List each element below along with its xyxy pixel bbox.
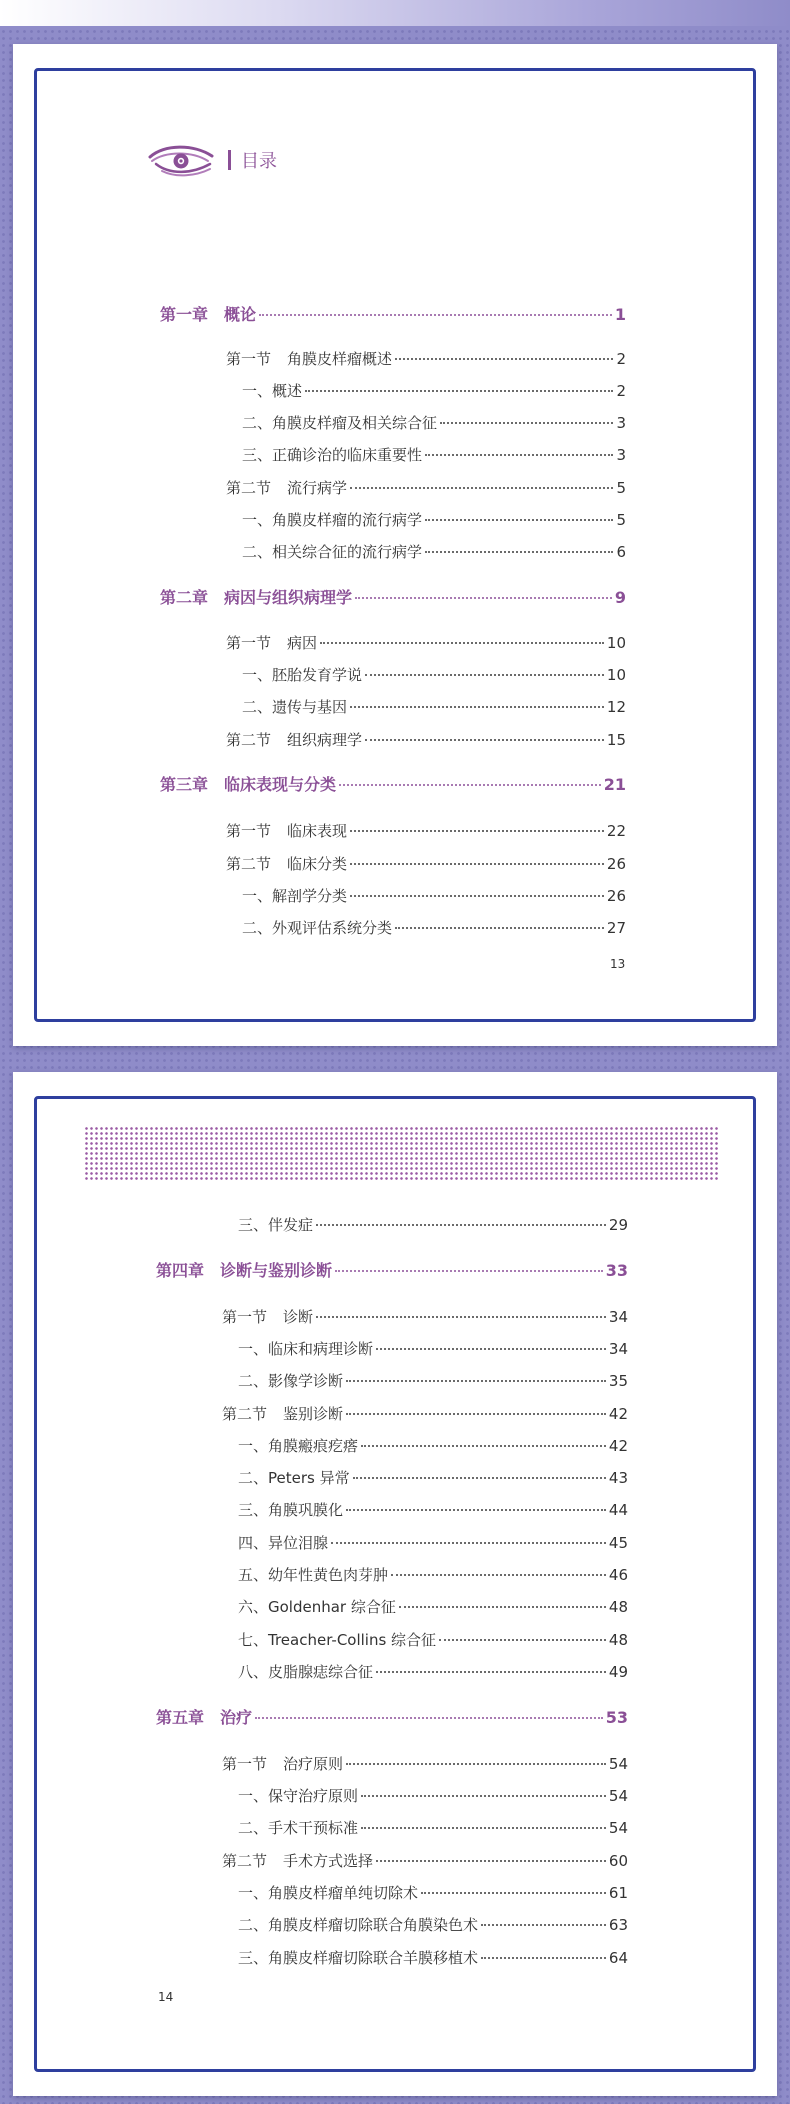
toc-section-row[interactable] [226,821,626,841]
toc-page-number: 48 [608,1631,628,1649]
toc-item-title: 一、临床和病理诊断 [238,1340,374,1358]
toc-page-number: 5 [616,511,626,529]
toc-page-number: 2 [616,382,626,400]
toc-section-title: 诊断 [283,1308,314,1326]
toc-page-number: 54 [608,1755,628,1773]
title-divider [228,150,231,170]
toc-dot-leader [425,519,613,521]
toc-chapter-title: 概论 [224,305,257,324]
toc-dot-leader [320,642,604,644]
toc-page-number: 33 [605,1261,628,1280]
toc-page-number: 26 [606,887,626,905]
toc-dot-leader [395,927,604,929]
toc-section-title: 临床表现 [287,822,348,840]
toc-page-number: 42 [608,1437,628,1455]
toc-section-row[interactable] [226,633,626,653]
toc-page-number: 42 [608,1405,628,1423]
toc-chapter-row[interactable] [160,588,626,608]
toc-section-row[interactable] [222,1754,628,1774]
toc-item-row[interactable] [242,665,626,685]
toc-section-title: 手术方式选择 [283,1852,374,1870]
page-number-13: 13 [610,957,626,971]
toc-page-number: 63 [608,1916,628,1934]
toc-item-title: 三、正确诊治的临床重要性 [242,446,423,464]
toc-heading [148,142,277,178]
toc-item-row[interactable] [238,1500,628,1520]
toc-page-number: 15 [606,731,626,749]
toc-section-number: 第一节 [226,822,272,840]
toc-page-number: 60 [608,1852,628,1870]
toc-dot-leader [305,390,613,392]
toc-dot-leader [353,1477,606,1479]
dotted-header-band [84,1126,720,1180]
toc-dot-leader [425,551,613,553]
toc-dot-leader [361,1445,606,1447]
page-title: 目录 [241,151,277,172]
toc-section-row[interactable] [222,1851,628,1871]
toc-page-number: 45 [608,1534,628,1552]
toc-item-title: 八、皮脂腺痣综合征 [238,1663,374,1681]
toc-dot-leader [346,1413,606,1415]
toc-dot-leader [481,1957,606,1959]
toc-item-row[interactable] [238,1948,628,1968]
toc-page-number: 54 [608,1787,628,1805]
toc-chapter-number: 第二章 [160,588,209,607]
toc-chapter-row[interactable] [160,775,626,795]
toc-section-title: 流行病学 [287,479,348,497]
toc-dot-leader [421,1892,606,1894]
toc-section-number: 第一节 [226,634,272,652]
toc-item-row[interactable] [238,1436,628,1456]
toc-section-row[interactable] [226,478,626,498]
toc-chapter-title: 临床表现与分类 [224,775,337,794]
toc-chapter-number: 第五章 [156,1708,205,1727]
toc-item-title: 一、解剖学分类 [242,887,348,905]
toc-chapter-title: 病因与组织病理学 [224,588,353,607]
toc-item-row[interactable] [242,413,626,433]
toc-dot-leader [350,863,604,865]
toc-section-number: 第二节 [226,731,272,749]
toc-page-number: 21 [603,775,626,794]
page-number-14: 14 [158,1990,174,2004]
toc-page-number: 61 [608,1884,628,1902]
toc-page-number: 26 [606,855,626,873]
toc-dot-leader [316,1316,606,1318]
toc-dot-leader [361,1827,606,1829]
toc-dot-leader [399,1606,606,1608]
toc-page-number: 9 [614,588,626,607]
toc-item-title: 二、外观评估系统分类 [242,919,393,937]
toc-section-title: 组织病理学 [287,731,363,749]
toc-dot-leader [350,895,604,897]
toc-item-row[interactable] [242,381,626,401]
toc-dot-leader [365,739,604,741]
toc-dot-leader [355,597,612,599]
toc-section-title: 鉴别诊断 [283,1405,344,1423]
toc-dot-leader [395,358,613,360]
toc-dot-leader [331,1542,606,1544]
toc-dot-leader [391,1574,606,1576]
toc-item-title: 二、遗传与基因 [242,698,348,716]
toc-page-number: 29 [608,1216,628,1234]
toc-chapter-row[interactable] [156,1708,628,1728]
toc-page-number: 1 [614,305,626,324]
toc-item-row[interactable] [238,1662,628,1682]
toc-page-number: 44 [608,1501,628,1519]
toc-page-number: 53 [605,1708,628,1727]
toc-item-title: 一、胚胎发育学说 [242,666,363,684]
toc-section-title: 临床分类 [287,855,348,873]
toc-dot-leader [316,1224,606,1226]
toc-dot-leader [255,1717,603,1719]
toc-item-row[interactable] [238,1533,628,1553]
toc-item-row[interactable] [242,697,626,717]
toc-page-number: 6 [616,543,626,561]
toc-item-row[interactable] [242,510,626,530]
toc-dot-leader [346,1380,606,1382]
toc-page-number: 34 [608,1340,628,1358]
toc-dot-leader [439,1639,606,1641]
toc-chapter-number: 第四章 [156,1261,205,1280]
toc-chapter-row[interactable] [156,1261,628,1281]
toc-page-number: 2 [616,350,626,368]
toc-chapter-number: 第三章 [160,775,209,794]
toc-item-title: 一、概述 [242,382,303,400]
toc-item-row[interactable] [238,1468,628,1488]
toc-item-title: 七、Treacher-Collins 综合征 [238,1631,437,1649]
toc-chapter-title: 诊断与鉴别诊断 [220,1261,333,1280]
toc-dot-leader [365,674,604,676]
toc-item-row[interactable] [238,1630,628,1650]
toc-item-title: 一、角膜瘢痕疙瘩 [238,1437,359,1455]
toc-dot-leader [350,706,604,708]
toc-chapter-row[interactable] [160,305,626,325]
toc-chapter-title: 治疗 [220,1708,253,1727]
toc-page-number: 46 [608,1566,628,1584]
toc-item-title: 一、保守治疗原则 [238,1787,359,1805]
toc-item-row[interactable] [238,1565,628,1585]
toc-dot-leader [350,487,613,489]
toc-section-row[interactable] [222,1307,628,1327]
toc-section-title: 治疗原则 [283,1755,344,1773]
toc-page-number: 3 [616,414,626,432]
toc-section-number: 第二节 [226,479,272,497]
toc-dot-leader [440,422,613,424]
toc-section-title: 角膜皮样瘤概述 [287,350,393,368]
toc-page-number: 27 [606,919,626,937]
toc-item-title: 四、异位泪腺 [238,1534,329,1552]
toc-dot-leader [259,314,612,316]
toc-dot-leader [376,1348,606,1350]
toc-dot-leader [339,784,601,786]
toc-item-title: 二、角膜皮样瘤切除联合角膜染色术 [238,1916,479,1934]
toc-item-title: 二、角膜皮样瘤及相关综合征 [242,414,438,432]
toc-dot-leader [361,1795,606,1797]
toc-item-row[interactable] [238,1597,628,1617]
toc-item-title: 二、手术干预标准 [238,1819,359,1837]
top-gradient-strip [0,0,790,26]
toc-dot-leader [425,454,613,456]
toc-section-title: 病因 [287,634,318,652]
toc-section-row[interactable] [226,349,626,369]
toc-page-number: 34 [608,1308,628,1326]
toc-page-number: 64 [608,1949,628,1967]
toc-page-number: 35 [608,1372,628,1390]
toc-section-number: 第二节 [222,1405,268,1423]
toc-item-title: 五、幼年性黄色肉芽肿 [238,1566,389,1584]
toc-item-title: 一、角膜皮样瘤的流行病学 [242,511,423,529]
toc-page-number: 49 [608,1663,628,1681]
toc-item-title: 一、角膜皮样瘤单纯切除术 [238,1884,419,1902]
toc-item-row[interactable] [242,445,626,465]
toc-dot-leader [350,830,604,832]
toc-page-number: 5 [616,479,626,497]
toc-item-row[interactable] [238,1786,628,1806]
toc-page-number: 10 [606,666,626,684]
toc-section-number: 第二节 [222,1852,268,1870]
toc-item-row[interactable] [242,542,626,562]
toc-section-number: 第一节 [222,1755,268,1773]
toc-dot-leader [376,1860,606,1862]
toc-section-row[interactable] [226,854,626,874]
toc-section-number: 第一节 [226,350,272,368]
toc-item-row[interactable] [242,886,626,906]
toc-item-row[interactable] [238,1883,628,1903]
toc-item-row[interactable] [242,918,626,938]
toc-item-title: 三、角膜皮样瘤切除联合羊膜移植术 [238,1949,479,1967]
toc-item-title: 二、影像学诊断 [238,1372,344,1390]
toc-section-number: 第二节 [226,855,272,873]
toc-dot-leader [346,1763,606,1765]
toc-dot-leader [376,1671,606,1673]
toc-item-title: 三、伴发症 [238,1216,314,1234]
toc-item-title: 三、角膜巩膜化 [238,1501,344,1519]
toc-chapter-number: 第一章 [160,305,209,324]
toc-item-row[interactable] [238,1818,628,1838]
toc-page-number: 43 [608,1469,628,1487]
toc-dot-leader [335,1270,603,1272]
toc-item-row[interactable] [238,1915,628,1935]
toc-dot-leader [346,1509,606,1511]
toc-page-number: 48 [608,1598,628,1616]
toc-item-title: 二、Peters 异常 [238,1469,350,1487]
toc-item-row[interactable] [238,1215,628,1235]
toc-page-number: 3 [616,446,626,464]
toc-page-number: 54 [608,1819,628,1837]
toc-page-number: 12 [606,698,626,716]
eye-icon [148,142,216,178]
toc-item-title: 六、Goldenhar 综合征 [238,1598,396,1616]
toc-item-row[interactable] [238,1371,628,1391]
toc-section-number: 第一节 [222,1308,268,1326]
toc-page-number: 10 [606,634,626,652]
toc-section-row[interactable] [222,1404,628,1424]
toc-page-number: 22 [606,822,626,840]
toc-item-row[interactable] [238,1339,628,1359]
toc-item-title: 二、相关综合征的流行病学 [242,543,423,561]
toc-section-row[interactable] [226,730,626,750]
toc-dot-leader [481,1924,606,1926]
